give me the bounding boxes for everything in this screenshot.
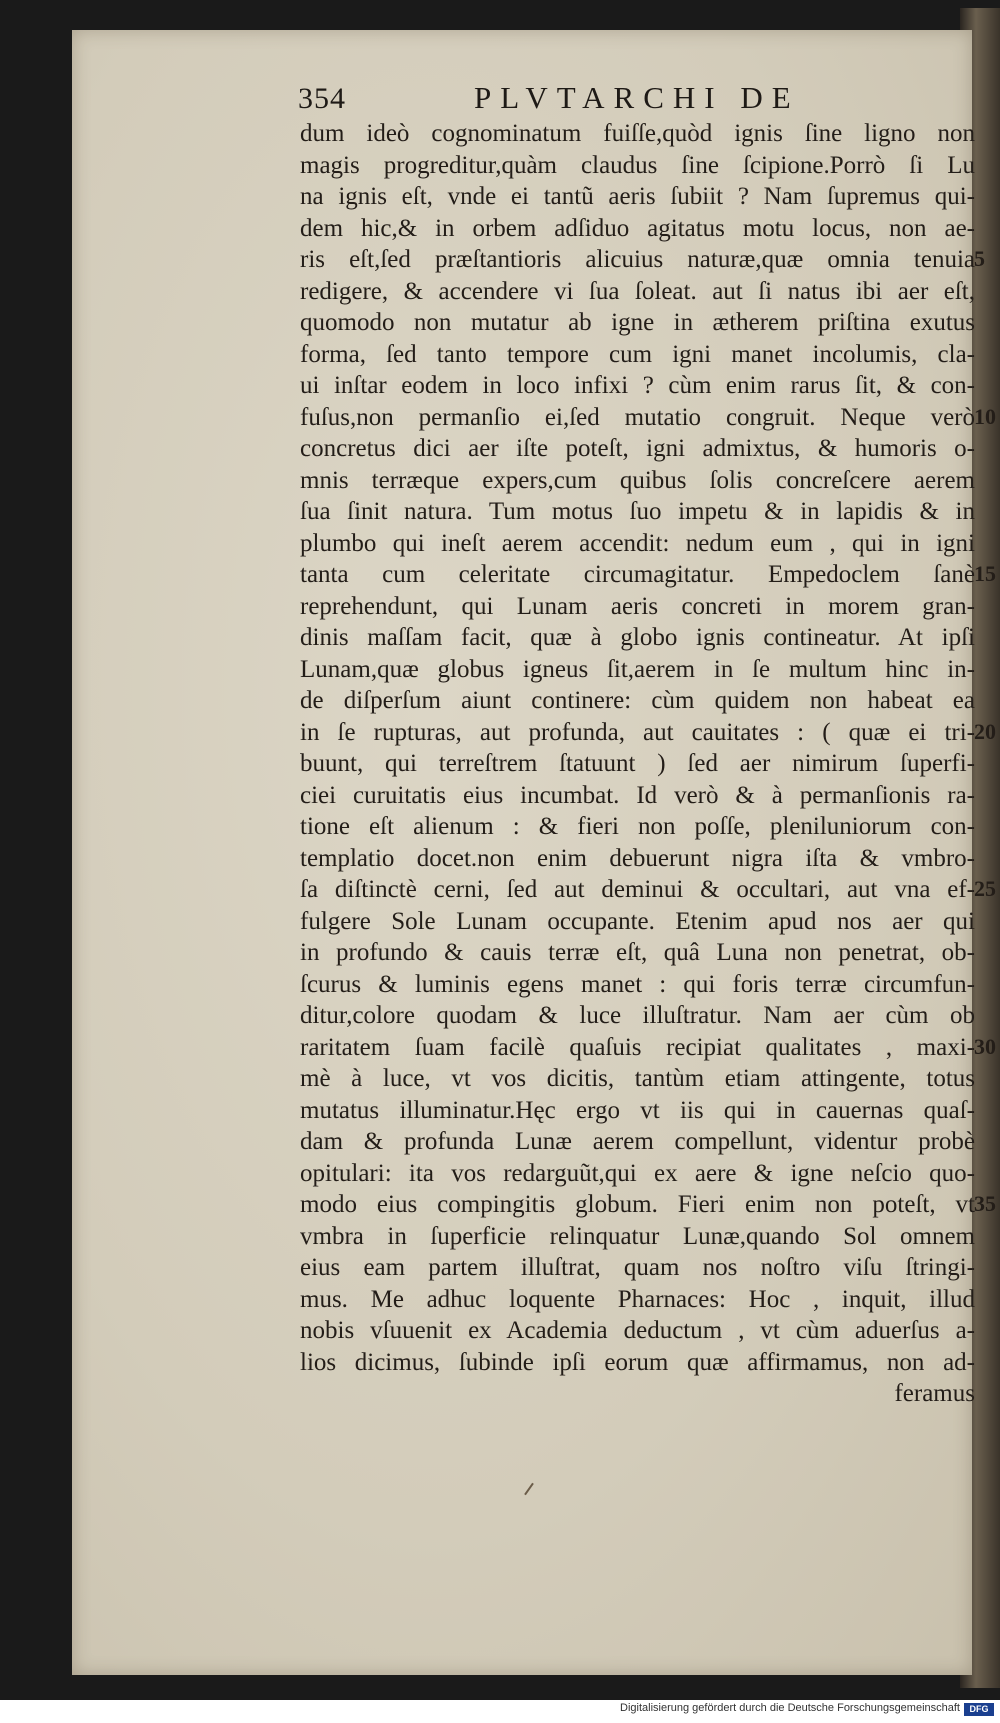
text-line: buunt, qui terreſtrem ſtatuunt ) ſed aer nimirum ſuperfi- (300, 750, 975, 777)
dfg-logo: DFG (964, 1703, 994, 1716)
text-line: ciei curuitatis eius incumbat. Id verò & à permanſionis ra- (300, 781, 975, 809)
text-line: tione eſt alienum : & fieri non poſſe, pleniluniorum con- (300, 813, 975, 840)
text-line: opitulari: ita vos redarguũt,qui ex aere & igne neſcio quo- (300, 1159, 975, 1187)
text-line: lios dicimus, ſubinde ipſi eorum quæ affirmamus, non ad- (300, 1348, 975, 1376)
text-line: raritatem ſuam facilè quaſuis recipiat qualitates , maxi- (300, 1033, 975, 1061)
text-line: Lunam,quæ globus igneus ſit,aerem in ſe multum hinc in- (300, 655, 975, 683)
text-line: in profundo & cauis terræ eſt, quâ Luna non penetrat, ob- (300, 939, 975, 966)
text-line: forma, ſed tanto tempore cum igni manet incolumis, cla- (300, 340, 975, 368)
text-line: redigere, & accendere vi ſua ſoleat. aut ſi natus ibi aer eſt, (300, 277, 975, 305)
margin-line-number: 35 (974, 1191, 996, 1216)
text-line: concretus dici aer iſte poteſt, igni admixtus, & humoris o- (300, 435, 975, 462)
page-number: 354 (298, 82, 346, 115)
text-line: ui inſtar eodem in loco infixi ? cùm enim rarus ſit, & con- (300, 372, 975, 399)
text-line: dum ideò cognominatum fuiſſe,quòd ignis ſine ligno non (300, 120, 975, 147)
margin-line-number: 30 (974, 1033, 996, 1059)
text-line: dam & profunda Lunæ aerem compellunt, videntur probè (300, 1128, 975, 1155)
margin-line-number: 25 (974, 876, 996, 901)
text-line: fuſus,non permanſio ei,ſed mutatio congruit. Neque verò (300, 403, 975, 431)
text-line: mutatus illuminatur.Hęc ergo vt iis qui in cauernas quaſ- (300, 1096, 975, 1124)
text-line: de diſperſum aiunt continere: cùm quidem non habeat ea (300, 687, 975, 714)
text-line: na ignis eſt, vnde ei tantũ aeris ſubiit ? Nam ſupremus qui- (300, 183, 975, 210)
text-line: eius eam partem illuſtrat, quam nos noſtro viſu ſtringi- (300, 1254, 975, 1281)
text-line: in ſe rupturas, aut profunda, aut cauitates : ( quæ ei tri- (300, 718, 975, 746)
body-text (300, 118, 975, 1410)
text-line: magis progreditur,quàm claudus ſine ſcipione.Porrò ſi Lu (300, 151, 975, 179)
text-line: ſcurus & luminis egens manet : qui foris terræ circumfun- (300, 970, 975, 998)
text-line: mus. Me adhuc loquente Pharnaces: Hoc , inquit, illud (300, 1285, 975, 1313)
text-line: mnis terræque expers,cum quibus ſolis concreſcere aerem (300, 466, 975, 494)
text-line: modo eius compingitis globum. Fieri enim non poteſt, vt (300, 1191, 975, 1218)
text-line: templatio docet.non enim debuerunt nigra iſta & vmbro- (300, 844, 975, 872)
digitization-credit: Digitalisierung gefördert durch die Deutsche Forschungsgemeinschaft (620, 1702, 960, 1714)
running-head: PLVTARCHI DE (474, 80, 800, 115)
margin-line-number: 20 (974, 718, 996, 744)
text-line: nobis vſuuenit ex Academia deductum , vt cùm aduerſus a- (300, 1317, 975, 1344)
text-line: dinis maſſam facit, quæ à globo ignis contineatur. At ipſi (300, 624, 975, 651)
text-line: dem hic,& in orbem adſiduo agitatus motu locus, non ae- (300, 214, 975, 242)
margin-line-number: 10 (974, 403, 996, 429)
margin-line-number: 15 (974, 561, 996, 586)
text-line: ſua ſinit natura. Tum motus ſuo impetu & in lapidis & in (300, 498, 975, 525)
text-line: feramus (894, 1380, 975, 1407)
text-line: plumbo qui ineſt aerem accendit: nedum eum , qui in igni (300, 529, 975, 557)
text-line: fulgere Sole Lunam occupante. Etenim apud nos aer qui (300, 907, 975, 935)
text-line: vmbra in ſuperficie relinquatur Lunæ,quando Sol omnem (300, 1222, 975, 1250)
text-line: quomodo non mutatur ab igne in ætherem priſtina exutus (300, 309, 975, 336)
text-line: ditur,colore quodam & luce illuſtratur. Nam aer cùm ob (300, 1002, 975, 1029)
text-line: ſa diſtinctè cerni, ſed aut deminui & occultari, aut vna ef- (300, 876, 975, 903)
text-line: mè à luce, vt vos dicitis, tantùm etiam attingente, totus (300, 1065, 975, 1092)
text-line: reprehendunt, qui Lunam aeris concreti in morem gran- (300, 592, 975, 620)
text-line: ris eſt,ſed præſtantioris alicuius naturæ,quæ omnia tenuia (300, 246, 975, 273)
text-line: tanta cum celeritate circumagitatur. Empedoclem ſanè (300, 561, 975, 588)
margin-line-number: 5 (974, 246, 985, 271)
